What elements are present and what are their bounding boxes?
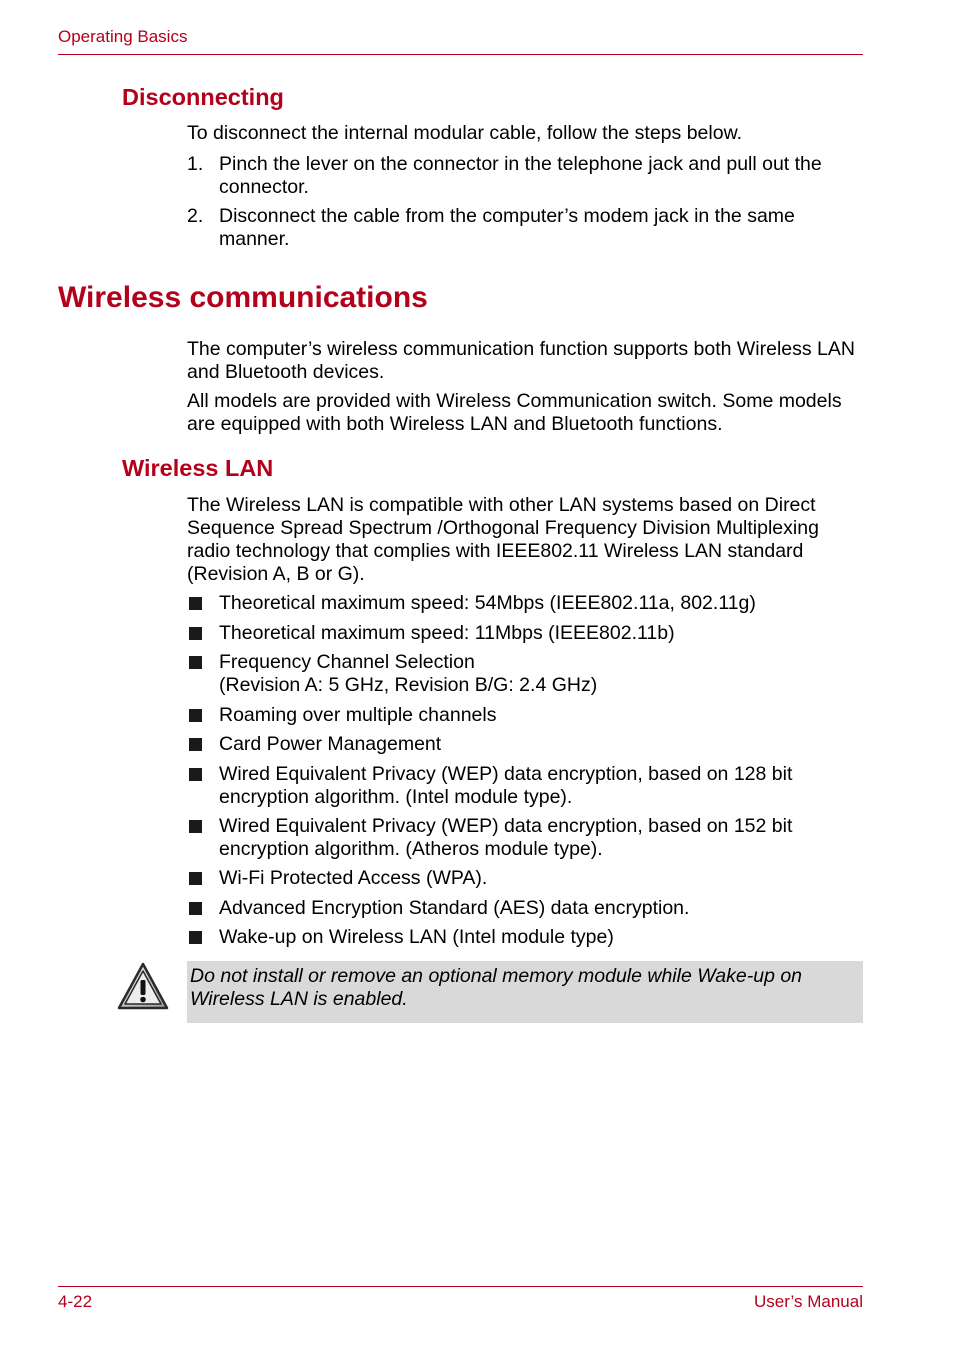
square-bullet-icon [189,820,202,833]
running-header: Operating Basics [58,27,188,46]
list-item-text: Wi-Fi Protected Access (WPA). [219,867,488,889]
disconnecting-intro: To disconnect the internal modular cable, follow the steps below. [187,122,742,144]
page-number: 4-22 [58,1292,93,1311]
square-bullet-icon [189,656,202,669]
step-number: 2. [187,205,204,227]
list-item-text: Theoretical maximum speed: 54Mbps (IEEE802.11a, 802.11g) [219,592,756,614]
list-item-text: Wired Equivalent Privacy (WEP) data encryption, based on 128 bit encryption algorithm. (Intel module type). [219,763,793,808]
list-item-text: Frequency Channel Selection [219,651,475,673]
list-item [187,704,863,727]
step-2 [187,205,863,251]
list-item [187,926,863,949]
list-item [187,733,863,756]
header-rule [58,54,863,55]
square-bullet-icon [189,931,202,944]
wireless-lan-heading: Wireless LAN [122,455,274,481]
list-item [187,815,863,861]
manual-title: User’s Manual [754,1292,863,1311]
step-number: 1. [187,153,204,175]
caution-note-text: Do not install or remove an optional memory module while Wake-up on Wireless LAN is enabled. [190,965,803,1010]
square-bullet-icon [189,902,202,915]
footer-rule [58,1286,863,1287]
list-item [187,622,863,645]
list-item-text: Card Power Management [219,733,442,755]
list-item-text: Advanced Encryption Standard (AES) data encryption. [219,897,690,919]
square-bullet-icon [189,597,202,610]
step-text: Pinch the lever on the connector in the telephone jack and pull out the connector. [219,153,822,198]
wireless-lan-intro: The Wireless LAN is compatible with other LAN systems based on Direct Sequence Spread Spectrum /Orthogonal Frequency Division Multiplexing radio technology that complies with IEEE802.11 Wireless LAN standard (Revision A, B or G). [187,494,819,585]
square-bullet-icon [189,872,202,885]
wireless-para-2: All models are provided with Wireless Communication switch. Some models are equipped with both Wireless LAN and Bluetooth functions. [187,390,842,435]
list-item-subtext: (Revision A: 5 GHz, Revision B/G: 2.4 GHz) [219,674,598,696]
wireless-para-1: The computer’s wireless communication function supports both Wireless LAN and Bluetooth devices. [187,338,855,383]
step-text: Disconnect the cable from the computer’s modem jack in the same manner. [219,205,795,250]
square-bullet-icon [189,709,202,722]
square-bullet-icon [189,738,202,751]
list-item [187,592,863,615]
wireless-communications-heading: Wireless communications [58,281,428,314]
step-1 [187,153,863,199]
list-item-text: Theoretical maximum speed: 11Mbps (IEEE802.11b) [219,622,675,644]
list-item [187,651,863,697]
list-item-text: Roaming over multiple channels [219,704,497,726]
list-item [187,897,863,920]
list-item [187,763,863,809]
square-bullet-icon [189,768,202,781]
list-item-text: Wake-up on Wireless LAN (Intel module type) [219,926,614,948]
warning-icon [116,961,170,1013]
disconnecting-heading: Disconnecting [122,84,284,110]
list-item [187,867,863,890]
list-item-text: Wired Equivalent Privacy (WEP) data encryption, based on 152 bit encryption algorithm. (Atheros module type). [219,815,793,860]
square-bullet-icon [189,627,202,640]
